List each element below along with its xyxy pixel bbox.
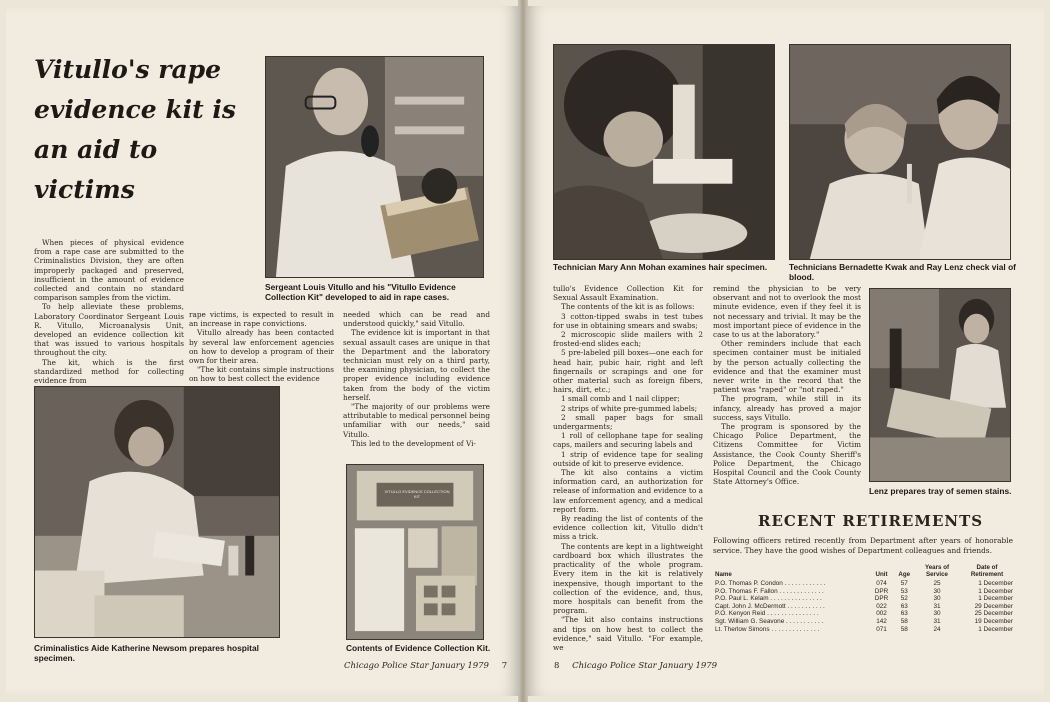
cell-service: 24 — [933, 625, 941, 633]
retirements-title: RECENT RETIREMENTS — [758, 512, 984, 530]
article-headline — [34, 50, 264, 210]
cell-age: 52 — [900, 595, 908, 603]
paragraph: The contents of the kit is as follows: — [561, 302, 695, 312]
column-header-service: Years of Service — [924, 564, 950, 578]
page-number-left: 7 — [501, 661, 508, 671]
cell-date: 1 December — [978, 580, 1013, 587]
photo-lenz — [869, 288, 1011, 482]
cell-unit: 142 — [876, 617, 887, 625]
headline-line-1: Vitullo's rape — [34, 55, 222, 84]
cell-unit: 074 — [876, 580, 887, 587]
headline-line-3: an aid to victims — [34, 135, 158, 204]
cell-name: Lt. Therlow Simons — [715, 625, 770, 633]
paragraph: The kit, which is the first standardized method for collecting evidence from — [34, 357, 184, 386]
caption-kit-contents: Contents of Evidence Collection Kit. — [346, 643, 491, 653]
photo-vitullo — [265, 56, 484, 278]
cell-service: 25 — [933, 580, 941, 587]
cell-name: Capt. John J. McDermott — [715, 602, 786, 610]
cell-age: 63 — [900, 602, 908, 610]
cell-date: 29 December — [974, 602, 1013, 610]
cell-age: 58 — [900, 617, 908, 625]
paragraph: rape victims, is expected to result in an increase in rape convictions. — [189, 310, 334, 329]
paragraph: 5 pre-labeled pill boxes—one each for head hair, pubic hair, right and left fingernails or scrapings and one for other material such as foreign fibers, hairs, dirt, etc.; — [553, 348, 703, 395]
cell-service: 31 — [933, 602, 941, 610]
cell-unit: DPR — [874, 587, 889, 595]
column-header-unit: Unit — [875, 571, 888, 578]
paragraph: 1 strip of evidence tape for sealing outside of kit to preserve evidence. — [553, 449, 703, 468]
cell-name: P.O. Kenyon Reid — [715, 610, 766, 618]
folio-left-title: Chicago Police Star January 1979 — [344, 661, 489, 671]
folio-right — [554, 661, 717, 671]
paragraph: "The majority of our problems were attributable to medical personnel being unfamiliar with our needs," said Vitullo. — [343, 402, 490, 439]
paragraph: Vitullo already has been contacted by several law enforcement agencies on how to develop a program of their own for their area. — [189, 328, 334, 366]
cell-service: 30 — [933, 587, 941, 595]
table-row: Capt. John J. McDermott . . . . . . . . . . . 022 63 31 29 December — [715, 602, 1013, 610]
paragraph: 2 strips of white pre-gummed labels; — [561, 403, 698, 413]
caption-kwak-lenz: Technicians Bernadette Kwak and Ray Lenz check vial of blood. — [789, 262, 1016, 282]
cell-name: P.O. Thomas P. Condon — [715, 580, 783, 587]
cell-unit: 002 — [876, 610, 887, 618]
paragraph: The kit also contains a victim information card, an authorization for release of information and evidence to a law enforcement agency, and a medical report form. — [553, 468, 703, 514]
page-number-right: 8 — [554, 661, 560, 671]
cell-date: 25 December — [974, 610, 1013, 618]
retirements-intro: Following officers retired recently from Department after years of honorable service. They have the good wishes of Department colleagues and friends. — [713, 536, 1013, 555]
right-column-1 — [553, 284, 703, 656]
folio-right-title: Chicago Police Star January 1979 — [572, 661, 718, 671]
paragraph: When pieces of physical evidence from a rape case are submitted to the Criminalistics Division, they are often improperly packaged and preserved, insufficient in the amount of evidence collected and contain no standard comparison samples from the victim. — [34, 238, 184, 303]
table-header-row — [713, 564, 1015, 580]
cell-name: P.O. Thomas F. Fallon — [715, 587, 778, 595]
paragraph: The contents are kept in a lightweight cardboard box which illustrates the practicality of the whole program. Every item in the kit is relatively inexpensive, though important to the collection of the evidence, and, thus, more hospitals can benefit from the program. — [553, 541, 703, 616]
kit-box-label: VITULLO EVIDENCE COLLECTION KIT — [384, 489, 450, 499]
cell-date: 1 December — [978, 587, 1013, 595]
paragraph: The program, while still in its infancy, already has proved a major success, says Vitullo. — [713, 394, 861, 422]
cell-date: 1 December — [978, 625, 1013, 633]
left-column-2 — [189, 310, 334, 382]
paragraph: 1 roll of cellophane tape for sealing caps, mailers and securing labels and — [553, 431, 703, 450]
paragraph: 3 cotton-tipped swabs in test tubes for use in obtaining smears and swabs; — [553, 311, 703, 330]
cell-name: Sgt. William G. Seavone — [715, 617, 785, 625]
caption-newsom: Criminalistics Aide Katherine Newsom prepares hospital specimen. — [34, 643, 259, 663]
photo-kwak-lenz — [789, 44, 1011, 260]
column-header-date: Date of Retirement — [970, 564, 1004, 578]
paragraph: needed which can be read and understood quickly," said Vitullo. — [343, 310, 490, 329]
photo-mohan — [553, 44, 775, 260]
cell-service: 30 — [933, 610, 941, 618]
page-7 — [6, 6, 520, 696]
left-column-3 — [343, 310, 490, 450]
paragraph: 1 small comb and 1 nail clipper; — [561, 394, 680, 404]
cell-age: 63 — [900, 610, 908, 618]
paragraph: tullo's Evidence Collection Kit for Sexual Assault Examination. — [553, 284, 703, 303]
cell-service: 30 — [933, 595, 941, 603]
page-8 — [526, 6, 1044, 696]
table-row: P.O. Thomas F. Fallon . . . . . . . . . . . . . DPR 53 30 1 December — [715, 587, 1013, 595]
cell-age: 53 — [900, 587, 908, 595]
cell-name: P.O. Paul L. Kelam — [715, 595, 769, 603]
column-header-name: Name — [715, 571, 732, 578]
paragraph: Other reminders include that each specimen container must be initialed by the person actually collecting the evidence and that the examiner must never write in the record that the patient was "raped" or "not raped." — [713, 339, 861, 395]
paragraph: 2 small paper bags for small undergarments; — [553, 412, 703, 432]
paragraph: This led to the development of Vi- — [351, 438, 476, 448]
cell-date: 1 December — [978, 595, 1013, 603]
column-header-age: Age — [898, 571, 911, 578]
paragraph: To help alleviate these problems, Laboratory Coordinator Sergeant Louis R. Vitullo, Microanalysis Unit, developed an evidence collection kit that was issued to various hospitals throughout the city. — [34, 302, 184, 358]
cell-unit: 022 — [876, 602, 887, 610]
cell-service: 31 — [933, 617, 941, 625]
caption-lenz: Lenz prepares tray of semen stains. — [869, 486, 1012, 496]
retirements-table — [713, 564, 1015, 633]
table-row: P.O. Kenyon Reid . . . . . . . . . . . . . . . 002 63 30 25 December — [715, 610, 1013, 618]
paragraph: The program is sponsored by the Chicago Police Department, the Citizens Committee for Victim Assistance, the Cook County Sheriff's Police Department, the Chicago Hospital Council and the Cook County State Attorney's Office. — [713, 422, 861, 487]
paragraph: 2 microscopic slide mailers with 2 frosted-end slides each; — [553, 330, 703, 349]
paragraph: "The kit also contains instructions and tips on how best to collect the evidence," said Vitullo. "For example, we — [553, 615, 703, 652]
photo-newsom — [34, 386, 280, 638]
table-row: Lt. Therlow Simons . . . . . . . . . . . . . . 071 58 24 1 December — [715, 625, 1013, 633]
paragraph: The evidence kit is important in that sexual assault cases are unique in that the Department and the laboratory technician must rely on a third party, the examining physician, to collect the proper evidence including evidence taken from the body of the victim herself. — [343, 328, 490, 402]
table-row: Sgt. William G. Seavone . . . . . . . . . . . 142 58 31 19 December — [715, 617, 1013, 625]
paragraph: remind the physician to be very observant and not to overlook the most minute evidence, even if they feel it is not necessary and trivial. It may be the most important piece of evidence in the case to us at the laboratory." — [713, 284, 861, 340]
photo-kit-contents — [346, 464, 484, 640]
caption-vitullo: Sergeant Louis Vitullo and his "Vitullo Evidence Collection Kit" developed to aid in rape cases. — [265, 282, 456, 302]
folio-left — [344, 661, 507, 671]
cell-date: 19 December — [974, 617, 1013, 625]
right-column-2 — [713, 284, 861, 500]
cell-age: 57 — [900, 580, 908, 587]
paragraph: By reading the list of contents of the evidence collection kit, Vitullo didn't miss a trick. — [553, 514, 703, 542]
paragraph: "The kit contains simple instructions on how to best collect the evidence — [189, 365, 334, 384]
table-row: P.O. Paul L. Kelam . . . . . . . . . . . . . . . DPR 52 30 1 December — [715, 595, 1013, 603]
caption-mohan: Technician Mary Ann Mohan examines hair specimen. — [553, 262, 768, 272]
cell-unit: 071 — [876, 625, 887, 633]
cell-unit: DPR — [874, 595, 889, 603]
left-column-1 — [34, 238, 184, 386]
cell-age: 58 — [900, 625, 908, 633]
headline-line-2: evidence kit is — [34, 95, 236, 124]
table-row: P.O. Thomas P. Condon . . . . . . . . . . . . 074 57 25 1 December — [715, 580, 1013, 587]
